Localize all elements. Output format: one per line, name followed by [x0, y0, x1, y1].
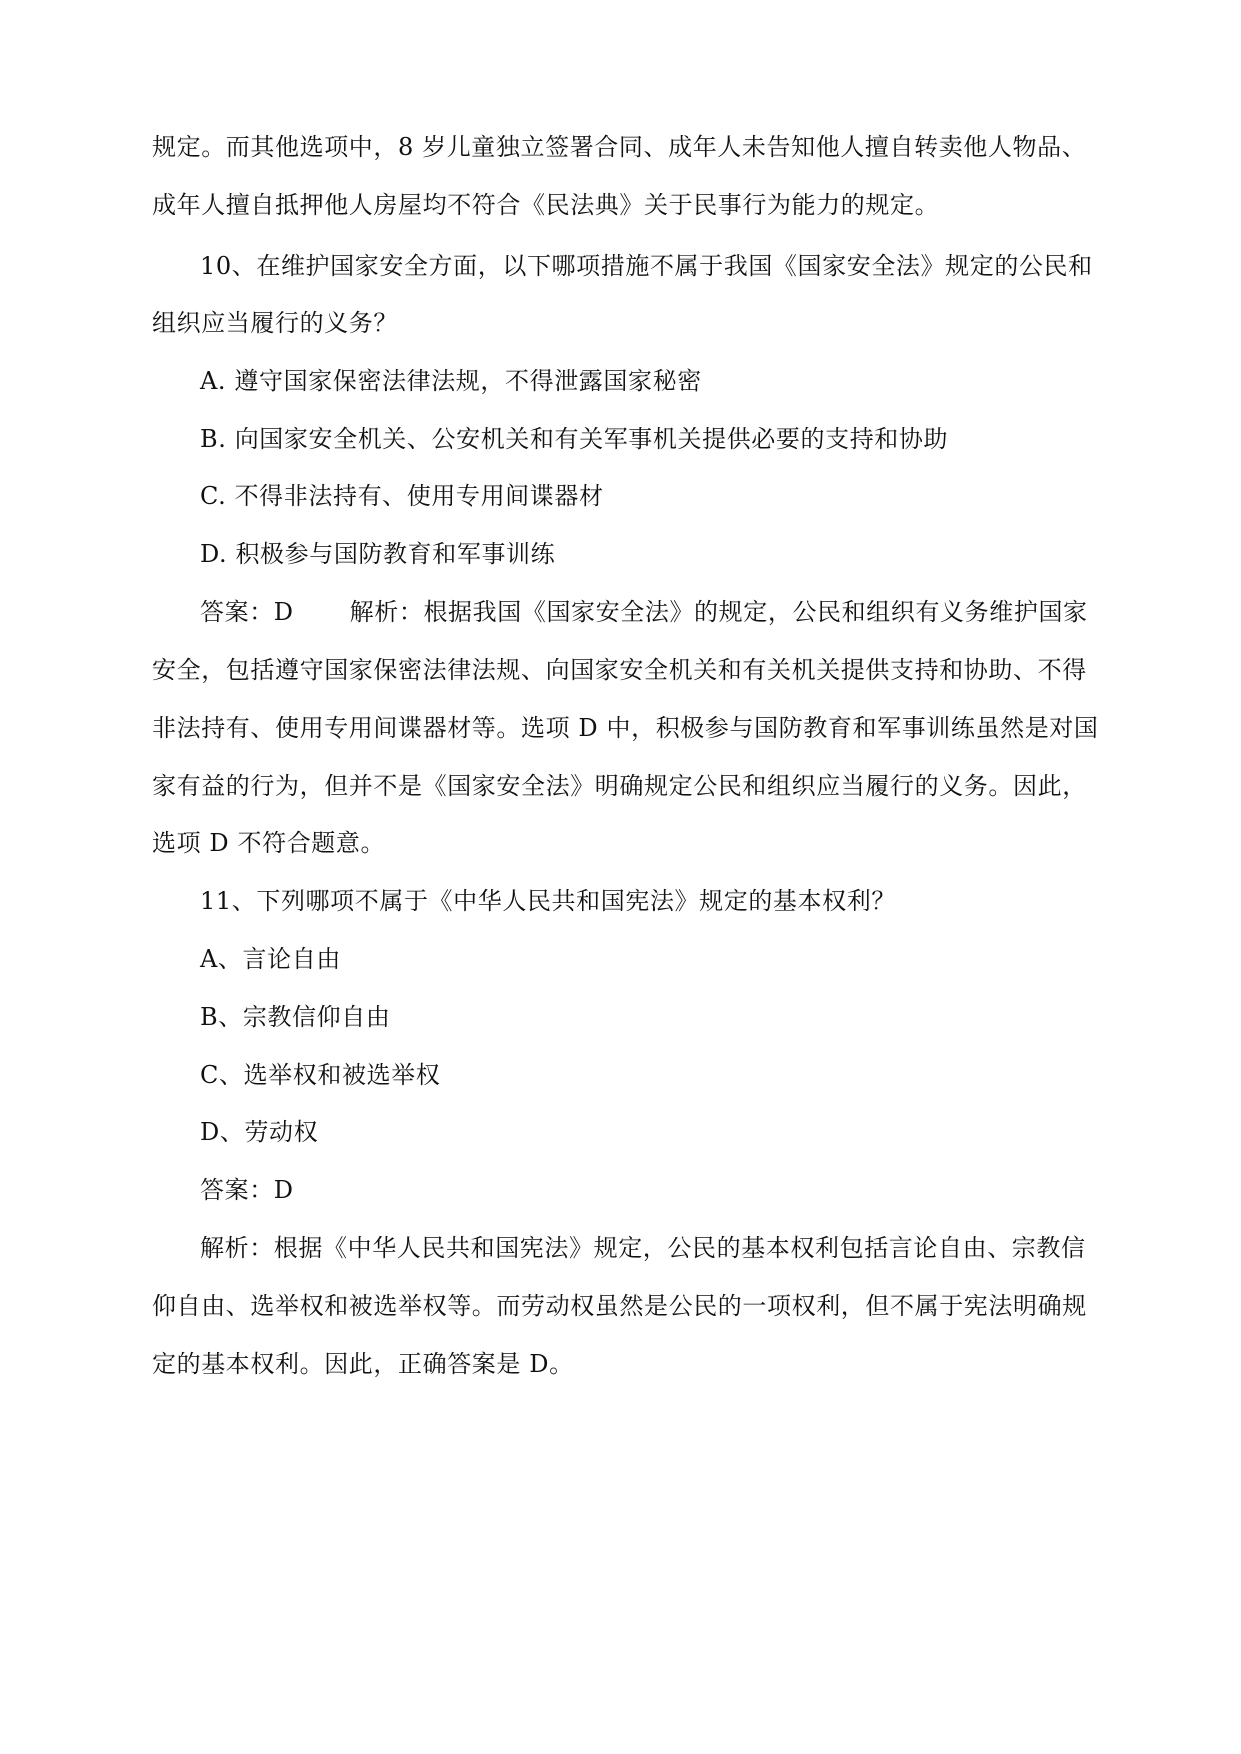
question-10-option-d: D. 积极参与国防教育和军事训练: [200, 540, 556, 568]
question-10-stem: 组织应当履行的义务？: [152, 309, 398, 337]
question-10-stem: 10、在维护国家安全方面，以下哪项措施不属于我国《国家安全法》规定的公民和: [200, 252, 1093, 280]
question-10-option-c: C. 不得非法持有、使用专用间谍器材: [200, 482, 604, 510]
question-11-answer: 答案：D: [200, 1176, 294, 1204]
question-11-analysis-line: 解析：根据《中华人民共和国宪法》规定，公民的基本权利包括言论自由、宗教信: [200, 1234, 1086, 1262]
question-11-option-b: B、宗教信仰自由: [200, 1003, 391, 1031]
question-10-analysis-line: 家有益的行为，但并不是《国家安全法》明确规定公民和组织应当履行的义务。因此，: [152, 772, 1087, 800]
question-10-option-a: A. 遵守国家保密法律法规，不得泄露国家秘密: [200, 367, 702, 395]
question-10-analysis: 解析：根据我国《国家安全法》的规定，公民和组织有义务维护国家: [349, 598, 1088, 626]
paragraph-line: 规定。而其他选项中，8 岁儿童独立签署合同、成年人未告知他人擅自转卖他人物品、: [152, 133, 1087, 161]
question-11-option-a: A、言论自由: [200, 945, 341, 973]
question-10-answer: 答案：D: [200, 598, 294, 626]
question-10-analysis-line: 安全，包括遵守国家保密法律法规、向国家安全机关和有关机关提供支持和协助、不得: [152, 656, 1087, 684]
question-11-analysis-line: 定的基本权利。因此，正确答案是 D。: [152, 1350, 574, 1378]
question-10-analysis-line: 非法持有、使用专用间谍器材等。选项 D 中，积极参与国防教育和军事训练虽然是对国: [152, 714, 1099, 742]
paragraph-line: 成年人擅自抵押他人房屋均不符合《民法典》关于民事行为能力的规定。: [152, 191, 940, 219]
question-10-option-b: B. 向国家安全机关、公安机关和有关军事机关提供必要的支持和协助: [200, 425, 949, 453]
question-10-analysis-line: 选项 D 不符合题意。: [152, 829, 386, 857]
question-10-answer-line: [200, 597, 1088, 627]
question-11-analysis-line: 仰自由、选举权和被选举权等。而劳动权虽然是公民的一项权利，但不属于宪法明确规: [152, 1292, 1087, 1320]
question-11-option-d: D、劳动权: [200, 1118, 319, 1146]
question-11-stem: 11、下列哪项不属于《中华人民共和国宪法》规定的基本权利？: [200, 887, 896, 915]
question-11-option-c: C、选举权和被选举权: [200, 1061, 441, 1089]
